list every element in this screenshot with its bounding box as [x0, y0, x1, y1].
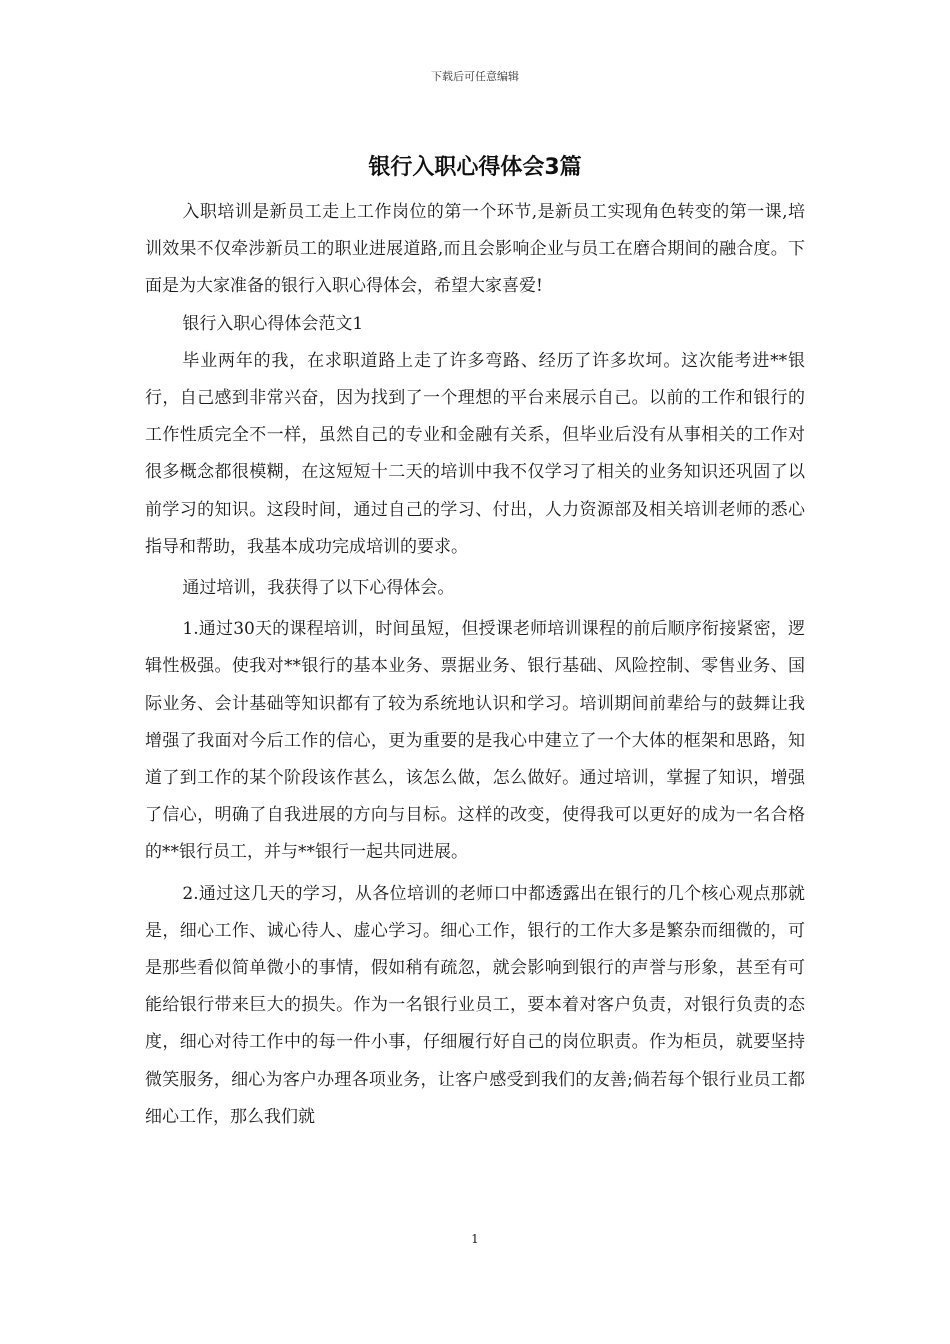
document-body	[145, 194, 805, 1136]
numbered-paragraph: 1.通过30天的课程培训，时间虽短，但授课老师培训课程的前后顺序衔接紧密，逻辑性极强。使我对**银行的基本业务、票据业务、银行基础、风险控制、零售业务、国际业务、会计基础等知识都有了较为系统地认识和学习。培训期间前辈给与的鼓舞让我增强了我面对今后工作的信心，更为重要的是我心中建立了一个大体的框架和思路，知道了到工作的某个阶段该作甚么，该怎么做，怎么做好。通过培训，掌握了知识，增强了信心，明确了自我进展的方向与目标。这样的改变，使得我可以更好的成为一名合格的**银行员工，并与**银行一起共同进展。	[145, 619, 805, 863]
body-paragraph: 通过培训，我获得了以下心得体会。	[182, 578, 455, 599]
section-heading: 银行入职心得体会范文1	[182, 313, 364, 334]
document-title: 银行入职心得体会3篇	[368, 155, 582, 180]
page-number: 1	[471, 1232, 479, 1246]
intro-paragraph: 入职培训是新员工走上工作岗位的第一个环节,是新员工实现角色转变的第一课,培训效果不仅牵涉新员工的职业进展道路,而且会影响企业与员工在磨合期间的融合度。下面是为大家准备的银行入职心得体会，希望大家喜爱!	[145, 202, 805, 297]
body-paragraph: 毕业两年的我，在求职道路上走了许多弯路、经历了许多坎坷。这次能考进**银行，自己感到非常兴奋，因为找到了一个理想的平台来展示自己。以前的工作和银行的工作性质完全不一样，虽然自己的专业和金融有关系，但毕业后没有从事相关的工作对很多概念都很模糊，在这短短十二天的培训中我不仅学习了相关的业务知识还巩固了以前学习的知识。这段时间，通过自己的学习、付出，人力资源部及相关培训老师的悉心指导和帮助，我基本成功完成培训的要求。	[145, 350, 805, 557]
numbered-paragraph: 2.通过这几天的学习，从各位培训的老师口中都透露出在银行的几个核心观点那就是，细心工作、诚心待人、虚心学习。细心工作，银行的工作大多是繁杂而细微的，可是那些看似简单微小的事情，假如稍有疏忽，就会影响到银行的声誉与形象，甚至有可能给银行带来巨大的损失。作为一名银行业员工，要本着对客户负责，对银行负责的态度，细心对待工作中的每一件小事，仔细履行好自己的岗位职责。作为柜员，就要坚持微笑服务，细心为客户办理各项业务，让客户感受到我们的友善;倘若每个银行业员工都细心工作，那么我们就	[145, 883, 805, 1127]
header-note: 下载后可任意编辑	[431, 70, 519, 83]
